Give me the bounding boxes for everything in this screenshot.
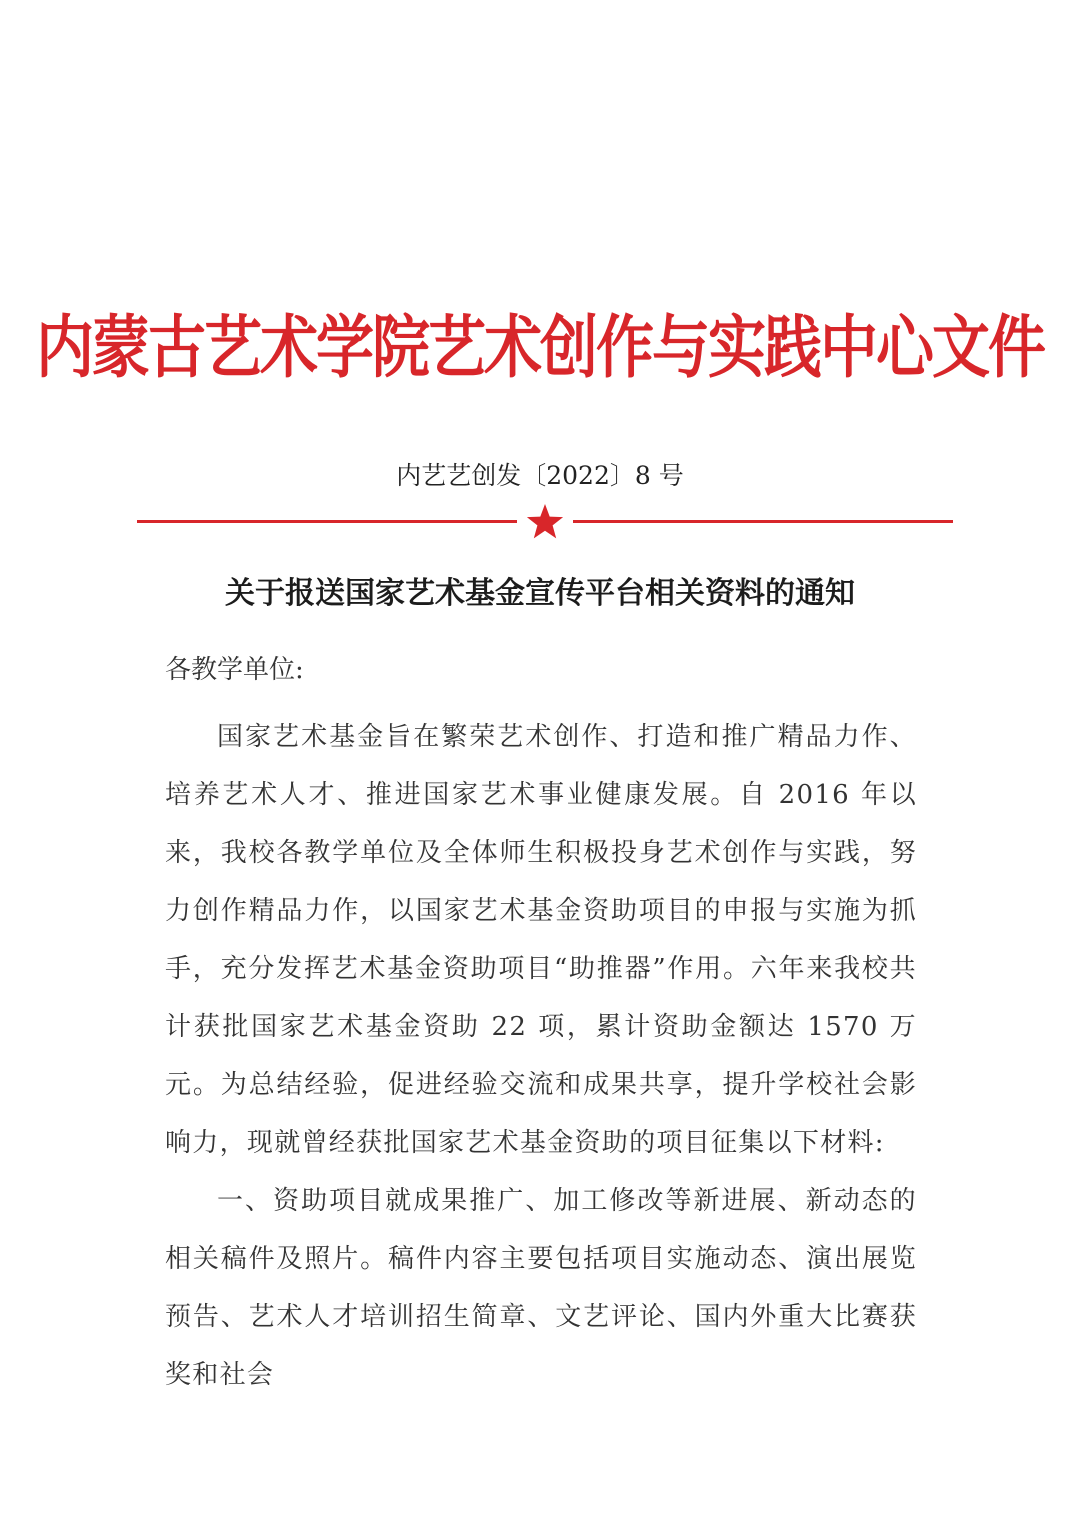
notice-body [165,708,917,1404]
divider-line-right [573,520,953,523]
divider-line-left [137,520,517,523]
document-number: 内艺艺创发〔2022〕8 号 [396,461,684,490]
star-icon [527,504,563,538]
notice-title: 关于报送国家艺术基金宣传平台相关资料的通知 [225,576,855,611]
masthead-title: 内蒙古艺术学院艺术创作与实践中心文件 [35,307,1044,388]
body-paragraph: 一、资助项目就成果推广、加工修改等新进展、新动态的相关稿件及照片。稿件内容主要包括项目实施动态、演出展览预告、艺术人才培训招生简章、文艺评论、国内外重大比赛获奖和社会 [165,1186,917,1390]
body-paragraph: 国家艺术基金旨在繁荣艺术创作、打造和推广精品力作、培养艺术人才、推进国家艺术事业健康发展。自 2016 年以来，我校各教学单位及全体师生积极投身艺术创作与实践，努力创作精品力作，以国家艺术基金资助项目的申报与实施为抓手，充分发挥艺术基金资助项目“助推器”作用。六年来我校共计获批国家艺术基金资助 22 项，累计资助金额达 1570 万元。为总结经验，促进经验交流和成果共享，提升学校社会影响力，现就曾经获批国家艺术基金资助的项目征集以下材料: [165,722,917,1158]
salutation: 各教学单位: [165,655,304,685]
red-divider [137,502,953,542]
